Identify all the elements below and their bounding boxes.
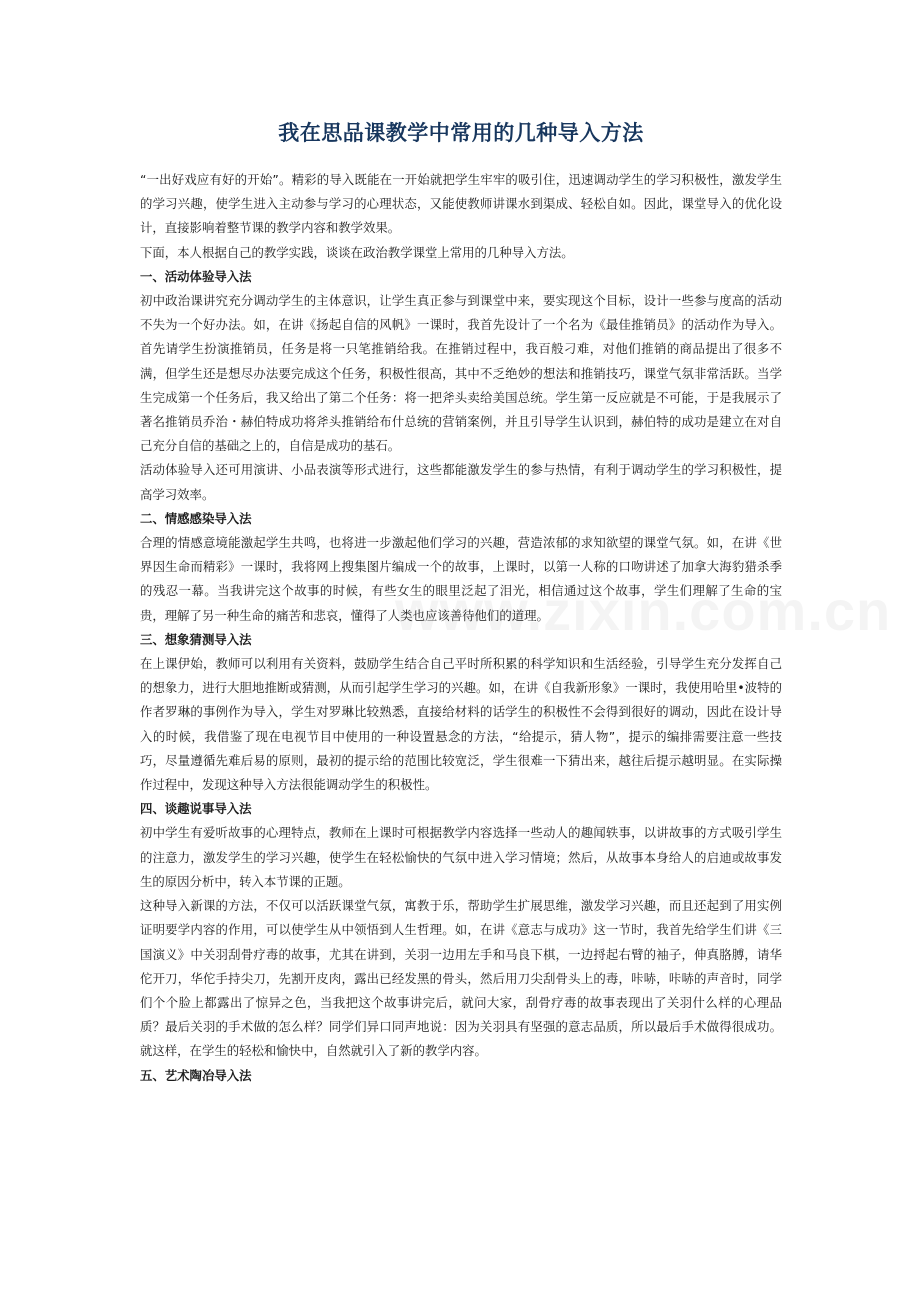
paragraph: 合理的情感意境能激起学生共鸣，也将进一步激起他们学习的兴趣，营造浓郁的求知欲望的课堂气氛。如，在讲《世界因生命而精彩》一课时，我将网上搜集图片编成一个的故事，上课时，以第一人称的口吻讲述了加拿大海豹猎杀季的残忍一幕。当我讲完这个故事的时候，有些女生的眼里泛起了泪光，相信通过这个故事，学生们理解了生命的宝贵，理解了另一种生命的痛苦和悲哀，懂得了人类也应该善待他们的道理。 — [140, 535, 782, 623]
section-heading: 四、谈趣说事导入法 — [140, 801, 252, 817]
paragraph: 在上课伊始，教师可以利用有关资料，鼓励学生结合自己平时所积累的科学知识和生活经验，引导学生充分发挥自己的想象力，进行大胆地推断或猜测，从而引起学生学习的兴趣。如，在讲《自我新形象》一课时，我使用哈里•波特的作者罗琳的事例作为导入，学生对罗琳比较熟悉，直接给材料的话学生的积极性不会得到很好的调动，因此在设计导入的时候，我借鉴了现在电视节目中使用的一种设置悬念的方法，“给提示，猜人物”，提示的编排需要注意一些技巧，尽量遵循先难后易的原则，最初的提示给的范围比较宽泛，学生很难一下猜出来，越往后提示越明显。在实际操作过程中，发现这种导入方法很能调动学生的积极性。 — [140, 656, 782, 793]
section-heading: 三、想象猜测导入法 — [140, 631, 252, 647]
paragraph: 下面，本人根据自己的教学实践，谈谈在政治教学课堂上常用的几种导入方法。 — [140, 244, 574, 260]
section-heading: 二、情感感染导入法 — [140, 510, 252, 526]
document-title: 我在思品课教学中常用的几种导入方法 — [278, 121, 644, 145]
paragraph: “一出好戏应有好的开始”。精彩的导入既能在一开始就把学生牢牢的吸引住，迅速调动学生的学习积极性，激发学生的学习兴趣，使学生进入主动参与学习的心理状态，又能使教师讲课水到渠成、轻松自如。因此，课堂导入的优化设计，直接影响着整节课的教学内容和教学效果。 — [140, 172, 782, 236]
document-page — [140, 118, 782, 1088]
section-heading: 五、艺术陶冶导入法 — [140, 1067, 252, 1083]
paragraph: 初中学生有爱听故事的心理特点，教师在上课时可根据教学内容选择一些动人的趣闻轶事，以讲故事的方式吸引学生的注意力，激发学生的学习兴趣，使学生在轻松愉快的气氛中进入学习情境；然后，从故事本身给人的启迪或故事发生的原因分析中，转入本节课的正题。 — [140, 825, 782, 889]
document-body — [140, 168, 782, 1088]
paragraph: 这种导入新课的方法，不仅可以活跃课堂气氛，寓教于乐，帮助学生扩展思维，激发学习兴趣，而且还起到了用实例证明要学内容的作用，可以使学生从中领悟到人生哲理。如，在讲《意志与成功》这一节时，我首先给学生们讲《三国演义》中关羽刮骨疗毒的故事，尤其在讲到，关羽一边用左手和马良下棋，一边捋起右臂的袖子，伸真胳膊，请华佗开刀，华佗手持尖刀，先割开皮肉，露出已经发黑的骨头，然后用刀尖刮骨头上的毒，咔哧，咔哧的声音时，同学们个个脸上都露出了惊异之色，当我把这个故事讲完后，就问大家，刮骨疗毒的故事表现出了关羽什么样的心理品质？最后关羽的手术做的怎么样？同学们异口同声地说：因为关羽具有坚强的意志品质，所以最后手术做得很成功。就这样，在学生的轻松和愉快中，自然就引入了新的教学内容。 — [140, 898, 782, 1059]
section-heading: 一、活动体验导入法 — [140, 268, 252, 284]
paragraph: 初中政治课讲究充分调动学生的主体意识，让学生真正参与到课堂中来，要实现这个目标，设计一些参与度高的活动不失为一个好办法。如，在讲《扬起自信的风帆》一课时，我首先设计了一个名为《最佳推销员》的活动作为导入。首先请学生扮演推销员，任务是将一只笔推销给我。在推销过程中，我百般刁难，对他们推销的商品提出了很多不满，但学生还是想尽办法要完成这个任务，积极性很高，其中不乏绝妙的想法和推销技巧，课堂气氛非常活跃。当学生完成第一个任务后，我又给出了第二个任务：将一把斧头卖给美国总统。学生第一反应就是不可能，于是我展示了著名推销员乔治・赫伯特成功将斧头推销给布什总统的营销案例，并且引导学生认识到，赫伯特的成功是建立在对自己充分自信的基础之上的，自信是成功的基石。 — [140, 293, 782, 454]
paragraph: 活动体验导入还可用演讲、小品表演等形式进行，这些都能激发学生的参与热情，有利于调动学生的学习积极性，提高学习效率。 — [140, 462, 782, 502]
